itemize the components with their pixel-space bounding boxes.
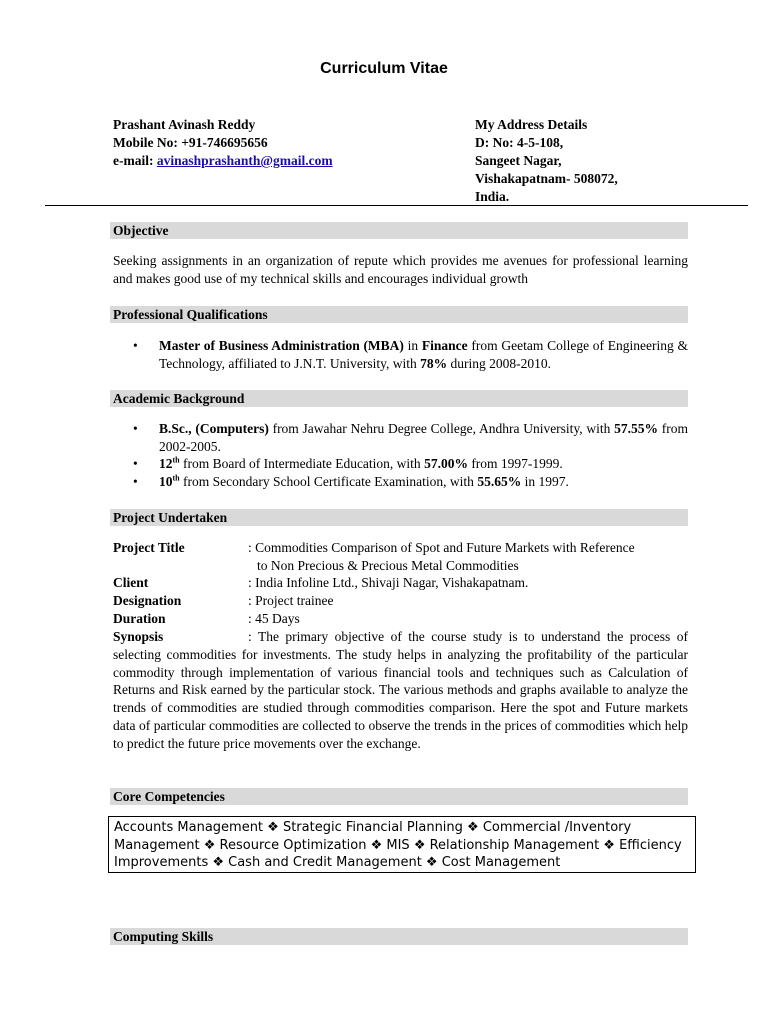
competencies-box: Accounts Management ❖ Strategic Financial Planning ❖ Commercial /Inventory Management ❖ Resource Optimization ❖ MIS ❖ Relationship Management ❖ Efficiency Improvements ❖ Cash and Credit Management ❖ Cost Management: [108, 816, 696, 873]
academic-list: [113, 420, 688, 490]
synopsis-paragraph: [113, 628, 688, 753]
section-competencies-heading: Core Competencies: [110, 788, 688, 805]
bullet-icon: •: [133, 473, 138, 489]
address-line-3: Vishakapatnam- 508072,: [475, 171, 618, 186]
list-item: • B.Sc., (Computers) from Jawahar Nehru Degree College, Andhra University, with 57.55% from 2002-2005.: [133, 421, 688, 454]
duration-value: : 45 Days: [248, 611, 300, 626]
address-line-4: India.: [475, 189, 510, 204]
address-heading: My Address Details: [475, 117, 588, 132]
designation-label: Designation: [113, 593, 182, 608]
synopsis-text: : The primary objective of the course study is to understand the process of selecting commodities for investments. The study helps in analyzing the profitability of the particular commodity through implementation of various financial tools and techniques such as Calculation of Returns and Risk earned by the particular stock. The various methods and graphs available to analyze the trends of commodities are studied through commodities comparison. Here the spot and Future markets data of particular commodities are collected to observe the trends in the prices of commodities which help to predict the future price movements over the exchange.: [113, 629, 688, 751]
synopsis-label: Synopsis: [113, 629, 164, 644]
bullet-icon: •: [133, 456, 138, 471]
list-item: • Master of Business Administration (MBA) in Finance from Geetam College of Engineering & Technology, affiliated to J.N.T. University, with 78% during 2008-2010.: [133, 338, 688, 371]
header-divider: [45, 205, 748, 206]
bullet-icon: •: [133, 338, 138, 353]
client-label: Client: [113, 575, 149, 590]
address-line-2: Sangeet Nagar,: [475, 153, 562, 168]
objective-text: Seeking assignments in an organization of repute which provides me avenues for professional learning and makes good use of my technical skills and encourages individual growth: [113, 253, 688, 286]
contact-block: [113, 116, 333, 170]
duration-label: Duration: [113, 611, 166, 626]
list-item: • 12th from Board of Intermediate Education, with 57.00% from 1997-1999.: [133, 455, 563, 471]
address-line-1: D: No: 4-5-108,: [475, 135, 564, 150]
candidate-name: Prashant Avinash Reddy: [113, 117, 256, 132]
client-value: : India Infoline Ltd., Shivaji Nagar, Vishakapatnam.: [248, 575, 529, 590]
email-link[interactable]: avinashprashanth@gmail.com: [156, 153, 333, 168]
page-title: Curriculum Vitae: [320, 60, 448, 77]
section-project-heading: Project Undertaken: [110, 509, 688, 526]
project-title-value: : Commodities Comparison of Spot and Future Markets with Reference to Non Precious & Precious Metal Commodities: [248, 540, 635, 573]
designation-value: : Project trainee: [248, 593, 334, 608]
mobile-number: Mobile No: +91-746695656: [113, 135, 268, 150]
section-academic-heading: Academic Background: [110, 390, 688, 407]
address-block: [475, 116, 618, 206]
email-line: [113, 152, 333, 170]
project-title-label: Project Title: [113, 540, 185, 555]
professional-list: [113, 337, 688, 372]
bullet-icon: •: [133, 421, 138, 436]
list-item: • 10th from Secondary School Certificate Examination, with 55.65% in 1997.: [133, 473, 569, 489]
section-objective-heading: Objective: [110, 222, 688, 239]
section-computing-heading: Computing Skills: [110, 928, 688, 945]
project-title-row: [113, 539, 688, 575]
section-professional-heading: Professional Qualifications: [110, 306, 688, 323]
email-label: e-mail:: [113, 153, 157, 168]
